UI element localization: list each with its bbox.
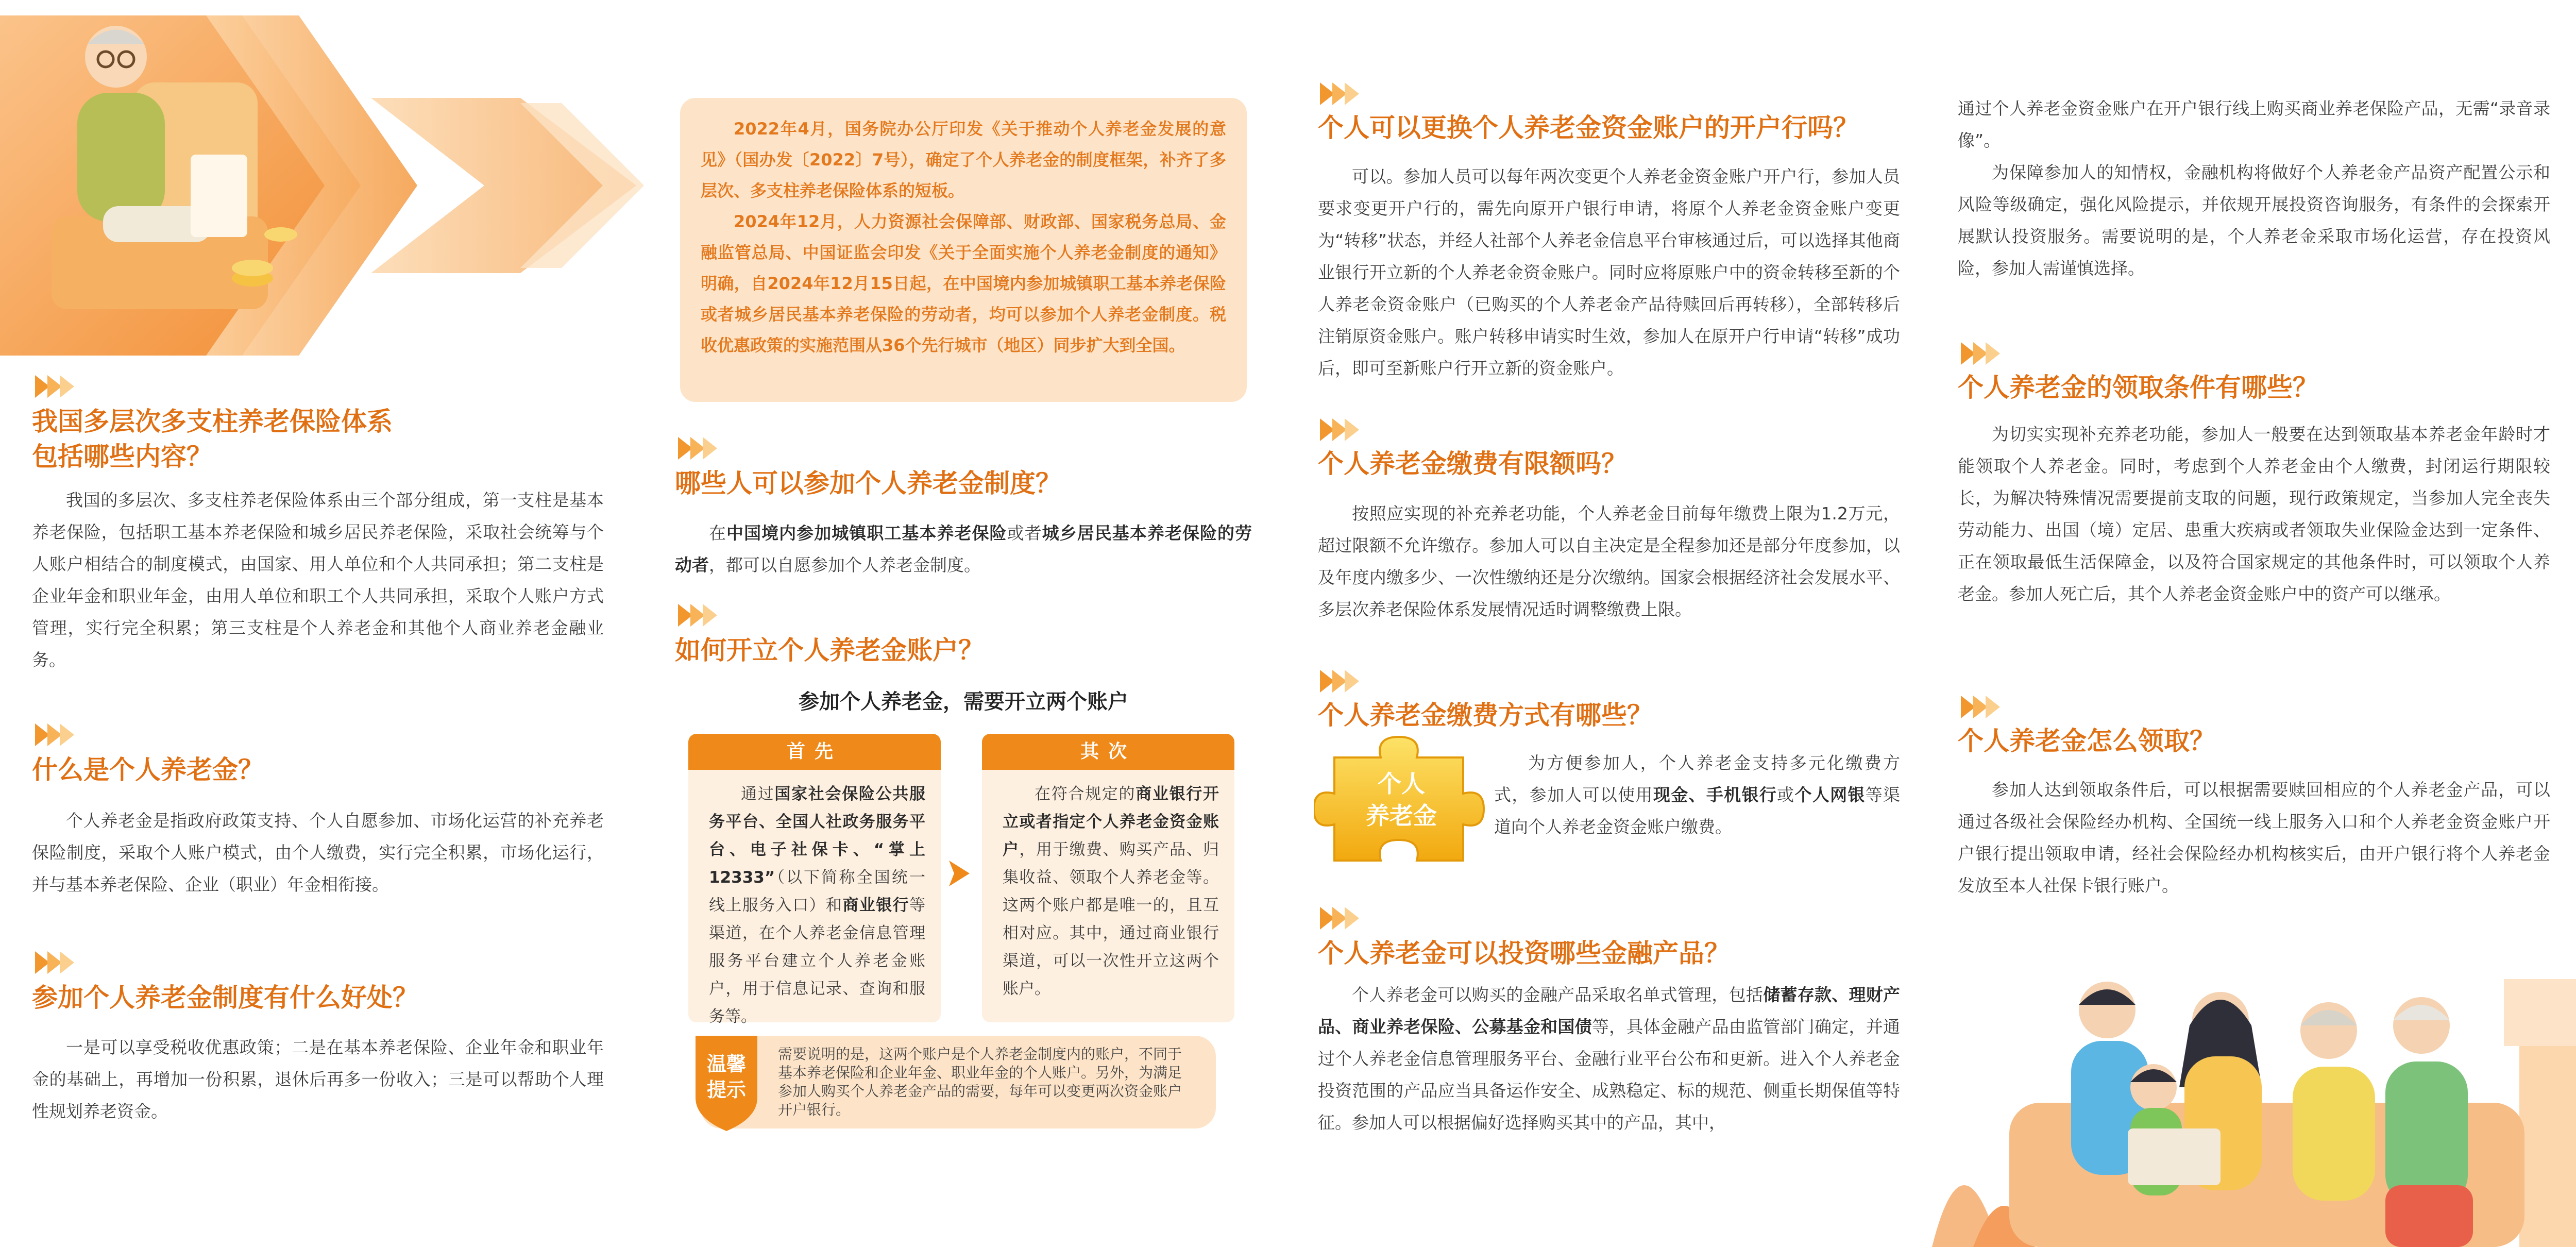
section-body: 为方便参加人，个人养老金支持多元化缴费方式，参加人可以使用现金、手机银行或个人网银等渠道向个人养老金资金账户缴费。 [1494, 753, 1901, 837]
section-title: 参加个人养老金制度有什么好处？ [32, 983, 418, 1013]
section-title: 什么是个人养老金？ [32, 755, 264, 785]
section-title: 个人养老金缴费方式有哪些？ [1318, 700, 1653, 730]
intro-paragraph: 2022年4月，国务院办公厅印发《关于推动个人养老金发展的意见》（国办发〔2022〕7号），确定了个人养老金的制度框架，补齐了多层次、多支柱养老保险体系的短板。 [701, 119, 1226, 200]
panel-4 [1932, 0, 2576, 1247]
chevron-arrows-icon [35, 951, 72, 974]
chevron-arrows-icon [35, 723, 72, 746]
intro-paragraph: 2024年12月，人力资源社会保障部、财政部、国家税务总局、金融监管总局、中国证监会印发《关于全面实施个人养老金制度的通知》明确，自2024年12月15日起，在中国境内参加城镇职工基本养老保险或者城乡居民基本养老保险的劳动者，均可以参加个人养老金制度。税收优惠政策的实施范围从36个先行城市（地区）同步扩大到全国。 [701, 212, 1226, 355]
chevron-arrows-icon [35, 375, 72, 398]
section-body: 为切实实现补充养老功能，参加人一般要在达到领取基本养老金年龄时才能领取个人养老金。同时，考虑到个人养老金由个人缴费，封闭运行期限较长，为解决特殊情况需要提前支取的问题，现行政策规定，当参加人完全丧失劳动能力、出国（境）定居、患重大疾病或者领取失业保险金达到一定条件、正在领取最低生活保障金，以及符合国家规定的其他条件时，可以领取个人养老金。参加人死亡后，其个人养老金资金账户中的资产可以继承。 [1958, 424, 2550, 604]
section-body: 在中国境内参加城镇职工基本养老保险或者城乡居民基本养老保险的劳动者，都可以自愿参加个人养老金制度。 [675, 523, 1252, 575]
step-card-body: 在符合规定的商业银行开立或者指定个人养老金资金账户，用于缴费、购买产品、归集收益、领取个人养老金等。这两个账户都是唯一的，且互相对应。其中，通过商业银行渠道，可以一次性开立这两个账户。 [1003, 785, 1219, 998]
chevron-arrows-icon [1320, 670, 1357, 693]
section-body: 个人养老金是指政府政策支持、个人自愿参加、市场化运营的补充养老保险制度，采取个人账户模式，由个人缴费，实行完全积累，市场化运行，并与基本养老保险、企业（职业）年金相衔接。 [32, 811, 604, 895]
tip-box [701, 1036, 1216, 1128]
step-card-body: 通过国家社会保险公共服务平台、全国人社政务服务平台、电子社保卡、“掌上12333”（以下简称全国统一线上服务入口）和商业银行等渠道，在个人养老金信息管理服务平台建立个人养老金账户，用于信息记录、查询和服务等。 [709, 785, 926, 1026]
arrow-right-icon [949, 861, 970, 886]
section-body: 个人养老金可以购买的金融产品采取名单式管理，包括储蓄存款、理财产品、商业养老保险、公募基金和国债等，具体金融产品由监管部门确定，并通过个人养老金信息管理服务平台、金融行业平台公布和更新。进入个人养老金投资范围的产品应当具备运作安全、成熟稳定、标的规范、侧重长期保值等特征。参加人可以根据偏好选择购买其中的产品，其中， [1318, 985, 1901, 1133]
header-illustration [0, 0, 644, 356]
tip-label: 温馨 提示 [706, 1053, 746, 1101]
section-title: 个人养老金怎么领取？ [1958, 726, 2215, 756]
step-card-first [688, 734, 941, 1026]
section-title: 个人养老金的领取条件有哪些？ [1958, 373, 2318, 402]
section-body: 参加人达到领取条件后，可以根据需要赎回相应的个人养老金产品，可以通过各级社会保险经办机构、全国统一线上服务入口和个人养老金资金账户开户银行提出领取申请，经社会保险经办机构核实后，由开户银行将个人养老金发放至本人社保卡银行账户。 [1958, 780, 2550, 896]
panel-2 [644, 0, 1288, 1247]
chevron-arrows-icon [1320, 418, 1357, 441]
section-title: 我国多层次多支柱养老保险体系 包括哪些内容？ [32, 407, 393, 471]
section-body: 通过个人养老金资金账户在开户银行线上购买商业养老保险产品，无需“录音录像”。 为保障参加人的知情权，金融机构将做好个人养老金产品资产配置公示和风险等级确定，强化风险提示，并依规开展投资咨询服务，有条件的会探索开展默认投资服务。需要说明的是，个人养老金采取市场化运营，存在投资风险，参加人需谨慎选择。 [1958, 98, 2550, 278]
section-body: 按照应实现的补充养老功能，个人养老金目前每年缴费上限为1.2万元，超过限额不允许缴存。参加人可以自主决定是全程参加还是部分年度参加，以及年度内缴多少、一次性缴纳还是分次缴纳。国家会根据经济社会发展水平、多层次养老保险体系发展情况适时调整缴费上限。 [1318, 503, 1900, 619]
section-title: 如何开立个人养老金账户？ [675, 635, 984, 665]
section-body: 一是可以享受税收优惠政策；二是在基本养老保险、企业年金和职业年金的基础上，再增加一份积累，退休后再多一份收入；三是可以帮助个人理性规划养老资金。 [32, 1037, 604, 1121]
step-card-head: 首先 [688, 734, 941, 770]
puzzle-label: 个人 养老金 [1366, 770, 1437, 830]
section-body: 可以。参加人员可以每年两次变更个人养老金资金账户开户行，参加人员要求变更开户行的，需先向原开户银行申请，将原个人养老金资金账户变更为“转移”状态，并经人社部个人养老金信息平台审核通过后，可以选择其他商业银行开立新的个人养老金资金账户。同时应将原账户中的资金转移至新的个人养老金资金账户（已购买的个人养老金产品待赎回后再转移），全部转移后注销原资金账户。账户转移申请实时生效，参加人在原开户行申请“转移”成功后，即可至新账户行开立新的资金账户。 [1318, 166, 1900, 378]
step-card-head: 其次 [982, 734, 1234, 770]
panel-1 [0, 0, 644, 1247]
section-title: 个人养老金缴费有限额吗？ [1318, 449, 1627, 479]
intro-box [680, 98, 1247, 402]
section-title: 个人可以更换个人养老金资金账户的开户行吗？ [1318, 113, 1859, 143]
tip-text: 需要说明的是，这两个账户是个人养老金制度内的账户，不同于基本养老保险和企业年金、职业年金的个人账户。另外，为满足参加人购买个人养老金产品的需要，每年可以变更两次资金账户开户银行。 [778, 1046, 1182, 1118]
section-body: 我国的多层次、多支柱养老保险体系由三个部分组成，第一支柱是基本养老保险，包括职工基本养老保险和城乡居民养老保险，采取社会统筹与个人账户相结合的制度模式，由国家、用人单位和个人共同承担；第二支柱是企业年金和职业年金，由用人单位和职工个人共同承担，采取个人账户方式管理，实行完全积累；第三支柱是个人养老金和其他个人商业养老金融业务。 [32, 490, 604, 670]
section-subtitle: 参加个人养老金，需要开立两个账户 [799, 690, 1128, 714]
chevron-arrows-icon [678, 604, 715, 627]
section-title: 个人养老金可以投资哪些金融产品？ [1318, 938, 1730, 968]
family-illustration [1932, 969, 2576, 1247]
chevron-arrows-icon [1961, 342, 1998, 365]
chevron-arrows-icon [678, 437, 715, 460]
chevron-arrows-icon [1961, 696, 1998, 718]
section-title: 哪些人可以参加个人养老金制度？ [675, 468, 1061, 498]
step-card-second [982, 734, 1234, 1022]
chevron-arrows-icon [1320, 82, 1357, 105]
panel-3 [1288, 0, 1932, 1247]
chevron-arrows-icon [1320, 907, 1357, 930]
